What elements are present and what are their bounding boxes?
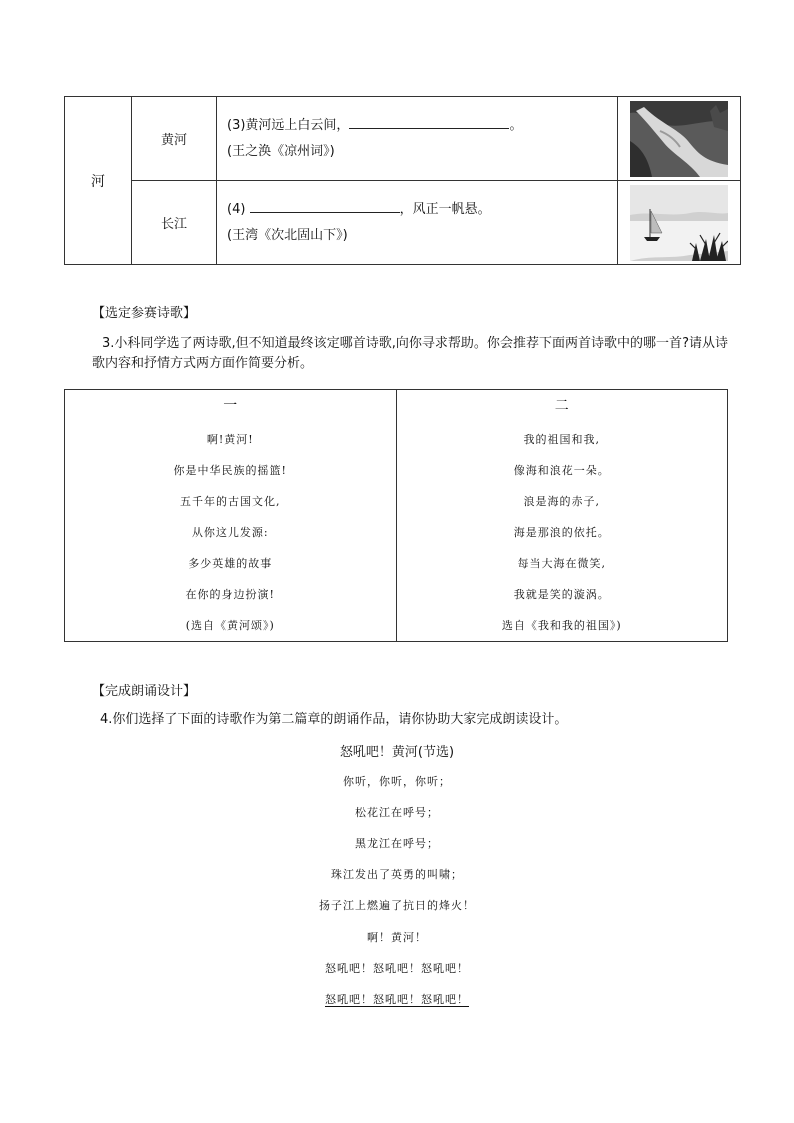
end-punct: 。: [509, 118, 523, 133]
given-line: 黄河远上白云间，: [245, 118, 350, 133]
poem-2-line: 每当大海在微笑,: [517, 557, 606, 570]
underlined-text: 怒吼吧！怒吼吧！怒吼吧！: [325, 993, 469, 1006]
poem-1-source: (选自《黄河颂》): [185, 619, 275, 632]
poem-2-line: 浪是海的赤子,: [523, 495, 600, 508]
poem-3-line: 你听，你听，你听；: [343, 775, 451, 788]
section-heading-select: 【选定参赛诗歌】: [92, 306, 197, 321]
question-3-cell: [217, 97, 618, 181]
poems-table: [64, 389, 728, 642]
answer-blank-3[interactable]: [349, 114, 509, 129]
poem-3-title: 怒吼吧！黄河(节选): [339, 745, 455, 760]
yangtze-sailboat-painting: [630, 185, 728, 261]
poem-source: (王之涣《凉州词》): [227, 144, 335, 159]
poem-source: (王湾《次北固山下》): [227, 228, 348, 243]
category-cell: 河: [65, 97, 132, 265]
poem-2-line: 海是那浪的依托。: [513, 526, 610, 539]
yellow-river-painting: [630, 101, 728, 177]
answer-blank-4[interactable]: [250, 198, 400, 213]
poem-2-line: 我的祖国和我,: [523, 433, 600, 446]
poem-3-line: 黑龙江在呼号；: [355, 837, 439, 850]
poem-3-line-underlined: [0, 991, 794, 1007]
poem-1-line: 啊!黄河!: [206, 433, 254, 446]
poem-1-line: 多少英雄的故事: [188, 557, 273, 570]
poem-cell-2: [396, 390, 728, 642]
poem-1-line: 在你的身边扮演!: [185, 588, 275, 601]
poem-header-1: 一: [223, 398, 238, 414]
question-number: (3): [227, 118, 246, 133]
question-4-text: 4.你们选择了下面的诗歌作为第二篇章的朗诵作品，请你协助大家完成朗读设计。: [100, 712, 568, 727]
question-3-text: [92, 334, 728, 374]
poem-header-2: 二: [554, 398, 569, 414]
given-line: ，风正一帆悬。: [399, 202, 491, 217]
river-name-huanghe: 黄河: [132, 97, 217, 181]
poem-2-source: 选自《我和我的祖国》): [501, 619, 622, 632]
poem-2-line: 像海和浪花一朵。: [513, 464, 610, 477]
question-number: (4): [227, 202, 246, 217]
image-cell-1: [618, 97, 741, 181]
poem-1-line: 你是中华民族的摇篮!: [173, 464, 287, 477]
poem-3-line: 扬子江上燃遍了抗日的烽火！: [319, 899, 475, 912]
question-4-cell: [217, 181, 618, 265]
poem-3-line: 啊！黄河！: [367, 931, 427, 944]
image-cell-2: [618, 181, 741, 265]
river-name-changjiang: 长江: [132, 181, 217, 265]
poem-1-line: 从你这儿发源:: [191, 526, 269, 539]
poem-3-line: 珠江发出了英勇的叫啸；: [331, 868, 463, 881]
poem-3-line: 松花江在呼号；: [355, 806, 439, 819]
section-heading-recite: 【完成朗诵设计】: [92, 684, 197, 699]
poem-1-line: 五千年的古国文化,: [180, 495, 281, 508]
poem-2-line: 我就是笑的漩涡。: [513, 588, 610, 601]
poem-cell-1: [65, 390, 397, 642]
poem-3-line: 怒吼吧！怒吼吧！怒吼吧！: [325, 962, 469, 975]
rivers-table: [64, 96, 741, 265]
question-3-body: 3.小科同学选了两诗歌,但不知道最终该定哪首诗歌,向你寻求帮助。你会推荐下面两首诗歌中的哪一首?请从诗歌内容和抒情方式两方面作简要分析。: [92, 336, 728, 371]
